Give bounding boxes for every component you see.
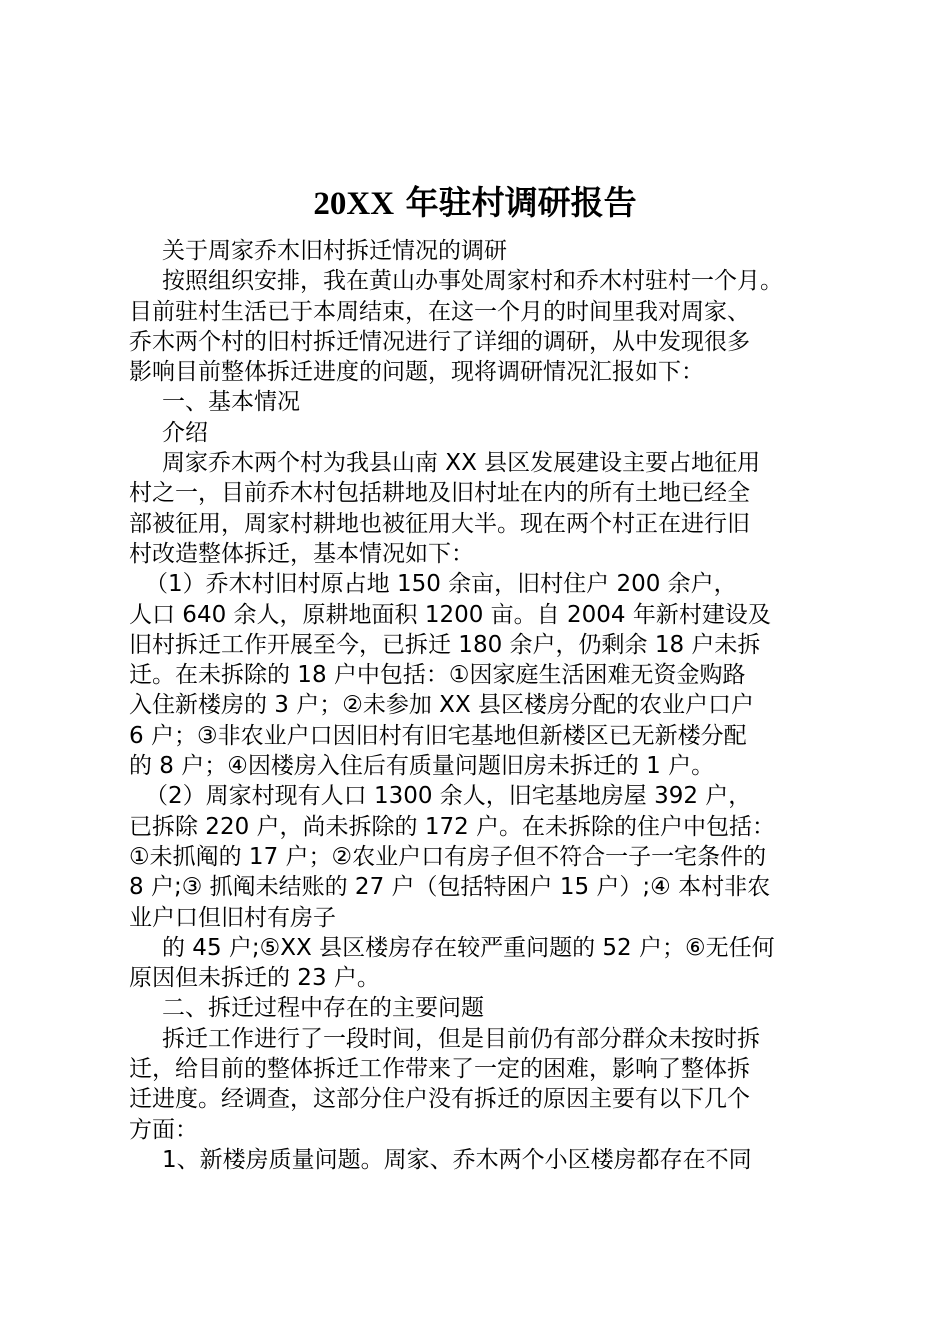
page-title [0,178,950,229]
paragraph-line: 方面： [129,1116,198,1143]
paragraph-line: 乔木两个村的旧村拆迁情况进行了详细的调研，从中发现很多 [129,328,750,355]
paragraph-line: （1）乔木村旧村原占地 150 余亩，旧村住户 200 余户， [145,571,737,598]
paragraph-line: 8 户;③ 抓阄未结账的 27 户（包括特困户 15 户）;④ 本村非农 [129,874,771,901]
section-heading: 一、基本情况 [162,389,300,416]
paragraph-line: 目前驻村生活已于本周结束，在这一个月的时间里我对周家、 [129,298,750,325]
paragraph-line: ①未抓阄的 17 户；②农业户口有房子但不符合一子一宅条件的 [129,843,767,870]
paragraph-line: 影响目前整体拆迁进度的问题，现将调研情况汇报如下： [129,359,704,386]
paragraph-line: 6 户；③非农业户口因旧村有旧宅基地但新楼区已无新楼分配 [129,722,747,749]
paragraph-line: 迁。在未拆除的 18 户中包括：①因家庭生活困难无资金购路 [129,662,746,689]
paragraph-line: 按照组织安排，我在黄山办事处周家村和乔木村驻村一个月。 [162,268,783,295]
paragraph-line: 关于周家乔木旧村拆迁情况的调研 [162,238,507,264]
paragraph-line: 的 45 户;⑤XX 县区楼房存在较严重问题的 52 户；⑥无任何 [162,934,775,961]
paragraph-line: 1、新楼房质量问题。周家、乔木两个小区楼房都存在不同 [162,1146,752,1173]
paragraph-line: 人口 640 余人，原耕地面积 1200 亩。自 2004 年新村建设及 [129,601,771,628]
paragraph-line: 周家乔木两个村为我县山南 XX 县区发展建设主要占地征用 [162,450,761,477]
paragraph-line: 已拆除 220 户，尚未拆除的 172 户。在未拆除的住户中包括： [129,813,776,840]
paragraph-line: 入住新楼房的 3 户；②未参加 XX 县区楼房分配的农业户口户 [129,692,755,719]
paragraph-line: 部被征用，周家村耕地也被征用大半。现在两个村正在进行旧 [129,510,750,537]
paragraph-line: 业户口但旧村有房子 [129,904,336,931]
paragraph-line: 村之一，目前乔木村包括耕地及旧村址在内的所有土地已经全 [129,480,750,507]
paragraph-line: （2）周家村现有人口 1300 余人，旧宅基地房屋 392 户， [145,783,752,810]
paragraph-line: 原因但未拆迁的 23 户。 [129,965,380,992]
paragraph-line: 迁，给目前的整体拆迁工作带来了一定的困难，影响了整体拆 [129,1056,750,1083]
document-body [129,236,849,1175]
title-number: 20XX [313,186,395,222]
paragraph-line: 旧村拆迁工作开展至今，已拆迁 180 余户，仍剩余 18 户未拆 [129,631,761,658]
section-heading: 二、拆迁过程中存在的主要问题 [162,995,484,1022]
paragraph-line: 拆迁工作进行了一段时间，但是目前仍有部分群众未按时拆 [162,1025,760,1052]
paragraph-line: 介绍 [162,419,208,446]
title-text: 年驻村调研报告 [394,183,637,222]
paragraph-line: 迁进度。经调查，这部分住户没有拆迁的原因主要有以下几个 [129,1086,750,1113]
paragraph-line: 的 8 户；④因楼房入住后有质量问题旧房未拆迁的 1 户。 [129,753,715,780]
paragraph-line: 村改造整体拆迁，基本情况如下： [129,540,474,567]
